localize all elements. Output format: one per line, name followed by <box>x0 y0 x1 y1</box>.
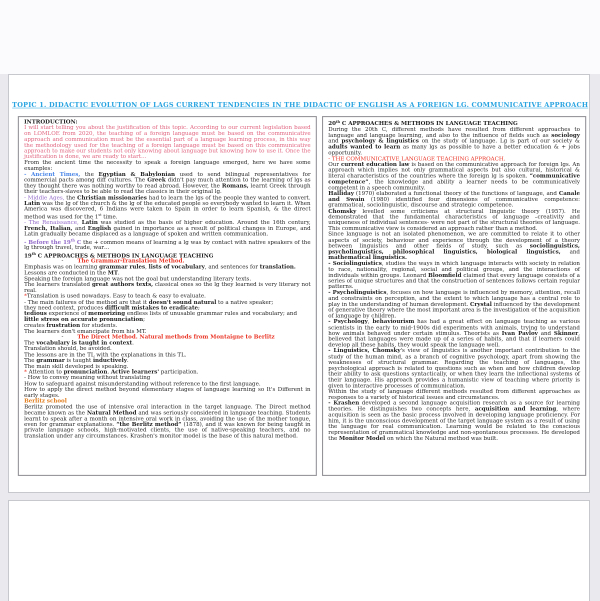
text-run: levelled some criticisms at structural linguistic theory (1957). He demonstrated that the fundamental characteristics of language –creativity and uniqueness of individual sentences- were not part of the structural theories of language. This communicative view is considered an approach rather than a method. <box>328 207 580 232</box>
text-run: th <box>70 238 75 243</box>
text-run: . <box>132 339 134 346</box>
text-run: pronunciation <box>63 368 108 376</box>
text-run: Christian missionaries <box>77 194 147 201</box>
text-run: The Direct Method. Natural methods from Montaigne to Berlitz <box>77 333 275 341</box>
text-run: Speaking the foreign language was not the goal but understanding literary texts. <box>24 275 252 282</box>
text-run: and was seriously considered in language teaching. Students learnt to speak after a month on intensive oral work in class, avoiding the use of the mother tongue, even for grammar explanations. <box>24 409 311 428</box>
text-run: , focuses on how language is influenced by memory, attention, recall and constraints on perception, and the extent to which language has a central role to play in the understanding of human development. <box>328 289 580 308</box>
text-run: The Grammar-Translation Method. <box>77 258 185 265</box>
text-run: ; <box>198 304 200 312</box>
text-run: the <box>80 171 99 178</box>
page-title: TOPIC 1. DIDACTIC EVOLUTION OF LAGS CURRENT TENDENCIES IN THE DIDACTIC OF ENGLISH AS A FOREIGN LG. COMMUNICATIVE APPROACH <box>12 101 589 109</box>
text-run: - Middle Ages, <box>24 194 65 201</box>
text-run: endless lists of unusable grammar rules and vocabulary; and <box>125 310 297 317</box>
text-run: time. <box>101 213 118 220</box>
text-run: translation. <box>259 264 296 271</box>
text-run: doesn't sound natural <box>148 298 217 306</box>
text-run: , and sentences for <box>204 264 260 271</box>
text-run: 19 <box>24 252 32 259</box>
text-run: Monitor Model <box>339 435 386 442</box>
text-run: for students. <box>80 322 118 329</box>
text-run: French, Italian, <box>24 225 73 232</box>
text-run: lists of vocabulary <box>148 264 205 271</box>
text-run: Lessons are conducted in the <box>24 269 108 277</box>
text-run: - Before the 19 <box>24 238 71 246</box>
paragraph <box>328 162 580 191</box>
text-run: experience of <box>46 310 89 317</box>
text-run: English <box>87 225 112 232</box>
page-1 <box>8 74 590 493</box>
text-run: C APPROACHES & METHODS IN LANGUAGE TEACHING <box>35 252 214 259</box>
text-run: , the knowledge and ability a learner needs to be communicatively competent in a speech community. <box>328 178 580 191</box>
text-run: classical ones so the lg they learned is very literary not real. <box>24 281 311 294</box>
text-run: developed a second language acquisition research as a source for learning theories. He distinguishes two concepts here, <box>328 400 580 413</box>
text-run: (1878), and it was known for being taught in private language schools, high-motivated clients, the use of native-speaking teachers, and no translation under any circumstances. Krashen's monitor model is the base of this natural method. <box>24 421 311 440</box>
text-run: didn't pay much attention to the learning of lgs as they thought there was nothing worthy to read abroad. However, the <box>24 176 311 190</box>
text-run: Translation should, be avoided. <box>24 345 112 352</box>
paragraph <box>328 401 580 442</box>
paragraph <box>24 160 311 172</box>
text-run: sociology <box>551 132 580 139</box>
text-run: psychology & linguistics <box>341 137 419 145</box>
text-run: and <box>537 330 554 337</box>
text-run: tedious <box>24 310 47 317</box>
text-run: 's view of linguistics is another important contribution to the study of the human mind, as a branch of cognitive psychology, apart from showing the weaknesses of structural grammar. Regarding the teaching of languages, the psychological approach is related to questions such as when and how children develop their ability to ask questions syntactically, or when they learn the inflectional systems of their language. His approach provides a humanistic view of teaching where priority is given to interactive processes of communication. <box>328 347 580 389</box>
text-run: , studies the ways in which language interacts with society in relation to race, nationality, regional, social and political groups, and the interactions of individuals within groups. Leonard <box>328 260 580 279</box>
text-run: Attention to <box>28 368 64 376</box>
text-run: current education law <box>340 161 410 168</box>
text-run: - The main failures of the method are that it <box>24 298 149 306</box>
text-run: * <box>24 368 29 376</box>
text-run: Greek <box>147 176 166 184</box>
text-run: (1980) identified four dimensions of communicative competence: grammatical, sociolinguistic, discourse and strategic competence. <box>328 196 580 209</box>
text-run: st <box>98 212 102 218</box>
text-run: was studied as the basis of higher education. Around the 16th century, <box>97 219 311 226</box>
text-run: - <box>61 333 78 341</box>
text-run: - Ancient Times, <box>24 171 81 178</box>
text-run: - Psycholinguistics <box>328 289 387 296</box>
text-run: great authors texts, <box>91 281 154 288</box>
viewer-top-margin <box>0 0 600 74</box>
text-run: on which the Natural method was built. <box>385 435 499 442</box>
text-run: Egyptian & Babylonian <box>98 171 176 178</box>
text-run: is taught <box>64 357 93 364</box>
text-run: From the ancient time the necessity to speak a foreign language emerged, here we have some examples: <box>24 159 311 172</box>
text-run: The learners don't emancipate from his MT. <box>24 328 147 335</box>
text-run: Since language is not an isolated phenomenon, we are committed to relate it to other aspects of society, behaviour and experience through the development of a theory between linguistics and other fields of study, such as <box>328 231 580 250</box>
text-run: little stress on accurate pronunciation <box>24 316 144 323</box>
text-run: as many lgs as possible to have a better education & + jobs opportunity. <box>328 143 580 156</box>
paragraph <box>328 290 580 319</box>
text-run: - Linguistics, Chomsky <box>328 347 401 354</box>
right-column-box <box>322 116 586 476</box>
paragraph <box>24 195 311 220</box>
text-run: Active learners' <box>110 368 160 376</box>
text-run: Berlitz school <box>24 397 67 405</box>
text-run: vocabulary is taught in context <box>36 339 133 346</box>
page-2 <box>8 500 590 601</box>
text-run: Skinner <box>553 330 579 337</box>
text-run: - <box>61 258 78 265</box>
text-run: , where acquisition is seen as the basic process involved in developing language proficiency. For him, it is the unconscious development of the target language system as a result of using the language for real communication. Learning would be related to the conscious representation of grammatical knowledge and non-spontaneous processes. He developed the <box>328 405 580 442</box>
paragraph <box>328 348 580 389</box>
text-run: participation. <box>159 368 199 376</box>
text-run: claimed that every language consists of a series of unique structures and that the construction of sentences follows certain regular patterns. <box>328 271 580 290</box>
text-run: During the 20th C, different methods have resulted from different approaches to language and language learning, and also to the influence of fields such as <box>328 126 580 139</box>
text-run: difficult mistakes to eradicate <box>105 304 199 312</box>
paragraph <box>328 261 580 290</box>
text-run: How to apply the direct method beyond elementary stages of language learning so It's Different in early stages. <box>24 386 311 399</box>
text-run: (1970) elaborated a functional theory of the functions of language, and <box>353 190 559 197</box>
text-run: inductively <box>92 357 127 364</box>
paragraph <box>24 238 311 251</box>
text-run: Crystal <box>470 301 492 308</box>
text-run: grammar rules <box>99 264 146 271</box>
text-run: - Krashen <box>328 400 360 407</box>
text-run: was the lg of the church & the lg of the educated people so everybody wanted to learn it. When America was discovered, 6 Indians were taken to Spain in order to learn Spanish, & the direct method was used for the 1 <box>24 200 311 220</box>
text-run: . <box>126 357 129 364</box>
text-run: adults wanted to learn <box>328 143 401 151</box>
text-run: Translation is used nowadays. Easy to teach & easy to evaluate. <box>26 293 206 300</box>
paragraph <box>328 232 580 261</box>
text-run: - Sociolinguistics <box>328 260 382 267</box>
text-run: - Psychology <box>328 318 368 325</box>
text-run: 20 <box>328 120 336 127</box>
text-run: Romans, <box>221 182 249 190</box>
text-run: The learners translated <box>24 281 92 288</box>
paragraph <box>24 125 311 160</box>
text-run: gained in importance as a result of political changes in Europe, and Latin gradually became displaced as a language of spoken and written communication. <box>24 225 311 238</box>
text-run: INTRODUCTION: <box>24 118 78 125</box>
text-run: used to send bilingual representatives for commercial pacts among diff cultures. The <box>24 171 311 184</box>
text-run: MT <box>107 269 118 277</box>
page-1-content <box>9 75 591 494</box>
text-run: - How to convey meaning without translating <box>24 374 151 381</box>
text-run: . <box>107 368 111 376</box>
text-run: Latin <box>78 219 98 226</box>
paragraph <box>24 404 311 439</box>
text-run: and <box>560 248 580 255</box>
text-run: the <box>64 194 78 201</box>
left-column-box <box>18 116 317 476</box>
text-run: they need context, produces <box>24 304 106 312</box>
text-run: Ivan Pavlov <box>501 330 538 337</box>
text-run: - The Renaissance, <box>24 219 79 226</box>
text-run: “the Berlitz method” <box>116 421 182 428</box>
text-run: Halliday <box>328 190 354 197</box>
text-run: and <box>328 137 342 145</box>
text-run: influenced by the development of generative theory where the most important area is the investigation of the acquisition of language by children. <box>328 301 580 320</box>
text-run: Chomsky <box>328 207 357 215</box>
text-run: Canale and Swain <box>328 190 580 203</box>
paragraph <box>24 220 311 237</box>
text-run: The main skill developed is speaking. <box>24 363 129 370</box>
text-run: “communicative competence” <box>328 172 580 186</box>
text-run: * <box>24 293 27 300</box>
text-run: frustration <box>46 322 81 329</box>
text-run: The <box>24 339 37 346</box>
text-run: Natural Method <box>86 409 137 416</box>
text-run: , <box>145 264 149 271</box>
text-run: C APPROACHES & METHODS IN LANGUAGE TEACHING <box>340 120 518 127</box>
text-run: Within the study of language different methods resulted from different approaches as responses to a variety of historical issues and circumstances. <box>328 388 580 401</box>
text-run: , believed that languages were made up of a series of habits, and that if learners could develop all these habits, they would speak the language well. <box>328 330 580 349</box>
text-run: Bloomfield <box>428 271 462 279</box>
text-run: mathematical linguistics. <box>328 254 407 261</box>
two-column-layout <box>18 116 592 476</box>
text-run: . <box>117 269 120 277</box>
paragraph <box>24 282 311 294</box>
paragraph <box>24 172 311 195</box>
text-run: th <box>335 119 341 124</box>
paragraph <box>328 319 580 348</box>
text-run: Emphasis was on learning <box>24 264 100 271</box>
text-run: behaviourism <box>372 318 415 325</box>
paragraph <box>328 208 580 231</box>
text-run: ; <box>143 316 146 323</box>
text-run: has had a great effect on language teaching as various scientists in the early to mid-1900s did experiments with animals, trying to understand how animals behaved under certain stimulus. Theorists as <box>328 318 580 337</box>
text-run: the + common means of learning a lg was by contact with native speakers of the lg through travel, trade, war… <box>24 238 311 251</box>
text-run: on the study of language. Lg is part of our society & <box>418 137 580 145</box>
text-run: acquisition and learning <box>474 405 557 413</box>
text-run: grammar <box>36 357 65 364</box>
text-run: memorizing <box>88 310 126 317</box>
text-run: and <box>72 225 88 232</box>
text-run: is based on the communicative approach for foreign lgs. An approach which implies not only grammatical aspects but also cultural, historical & literal characteristics of the countries where the foreign lg is spoken. <box>328 161 580 180</box>
text-run: to a native speaker; <box>216 298 274 306</box>
text-run: , <box>367 318 373 325</box>
text-run: Berlitz promoted the use of intensive oral interaction in the target language. The Direct method became known as the <box>24 403 311 416</box>
text-run: C <box>74 238 82 246</box>
paragraph <box>24 387 311 399</box>
text-run: sociolinguistics, psycholinguistics, philosophical linguistics, biological linguistics, <box>328 242 580 255</box>
text-run: creates <box>24 322 47 329</box>
text-run: - THE COMMUNICATIVE LANGUAGE TEACHING APPROACH. <box>328 155 506 162</box>
text-run: had to learn the lgs of the people they wanted to convert. <box>146 194 311 201</box>
paragraph <box>328 127 580 156</box>
text-run: The <box>24 357 37 364</box>
text-run: learnt Greek through their teachers-slaves to be able to read the classics in their original lg. <box>24 182 311 195</box>
text-run: th <box>31 251 36 256</box>
text-run: I will start telling you about the justification of this topic. According to our current legislation based on LOMLOE from 2020, the teaching of a foreign language must be based on the communicative approach and communication must be the essential part of a language learning process, in this way the methodology used for the teaching of a foreign language must be based on this communicative approach to make our students not only knowing about language but knowing how to use it. Once the justification is done, we are ready to start… <box>24 124 311 160</box>
text-run: The lessons are in the TL with the explanations in this TL. <box>24 351 187 358</box>
text-run: Latin <box>24 200 41 207</box>
text-run: How to safeguard against misunderstanding without reference to the first language. <box>24 380 261 387</box>
paragraph <box>328 191 580 208</box>
paragraph <box>328 389 580 401</box>
text-run: Our <box>328 161 341 168</box>
